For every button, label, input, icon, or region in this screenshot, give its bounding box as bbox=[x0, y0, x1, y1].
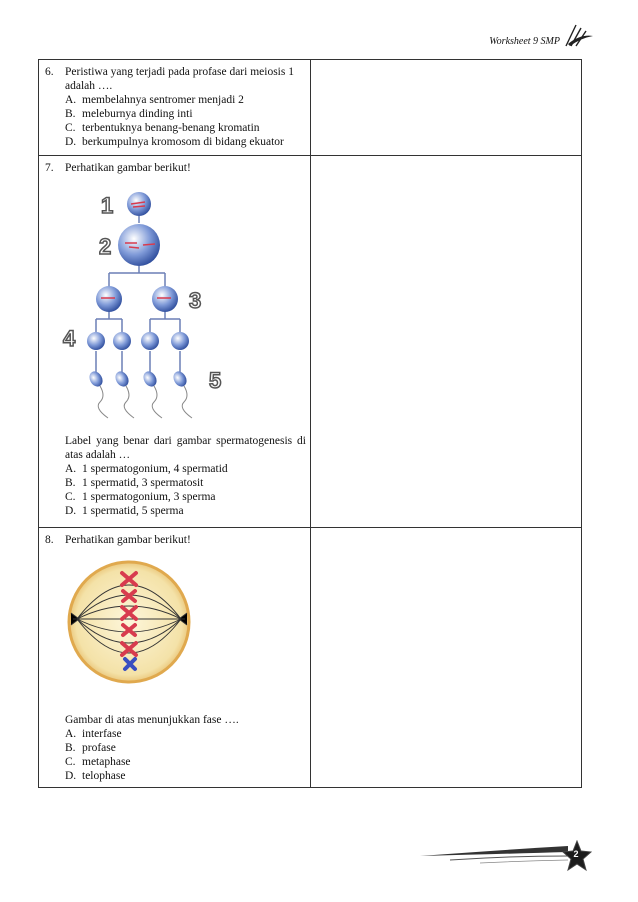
question-stem: Peristiwa yang terjadi pada profase dari meiosis 1 adalah …. bbox=[65, 66, 294, 92]
cell-stage-1 bbox=[127, 192, 151, 216]
option-d: D. berkumpulnya kromosom di bidang ekuator bbox=[65, 136, 284, 148]
answer-cell-7 bbox=[311, 156, 582, 528]
question-row-6 bbox=[39, 60, 582, 156]
answer-cell-6 bbox=[311, 60, 582, 156]
question-stem: Perhatikan gambar berikut! bbox=[65, 534, 191, 546]
mitosis-phase-figure bbox=[67, 559, 191, 685]
option-list bbox=[65, 727, 306, 783]
option-d: D. telophase bbox=[65, 770, 126, 782]
header-logo-icon bbox=[564, 22, 594, 48]
answer-cell-8 bbox=[311, 528, 582, 788]
option-list bbox=[65, 93, 306, 149]
spermatogenesis-figure bbox=[59, 183, 239, 421]
option-c: C. 1 spermatogonium, 3 sperma bbox=[65, 491, 216, 503]
option-b: B. meleburnya dinding inti bbox=[65, 108, 193, 120]
figure-label-3: 3 bbox=[189, 288, 202, 313]
cell-stage-2 bbox=[118, 224, 160, 266]
option-d: D. 1 spermatid, 5 sperma bbox=[65, 505, 184, 517]
question-cell-8 bbox=[39, 528, 311, 788]
page-number: 2 bbox=[573, 849, 579, 859]
figure-label-5: 5 bbox=[209, 368, 222, 393]
option-b: B. profase bbox=[65, 742, 116, 754]
question-stem: Perhatikan gambar berikut! bbox=[65, 162, 191, 174]
worksheet-table bbox=[38, 59, 582, 788]
option-a: A. 1 spermatogonium, 4 spermatid bbox=[65, 463, 228, 475]
question-number: 8. bbox=[45, 534, 54, 546]
question-row-8 bbox=[39, 528, 582, 788]
figure-label-4: 4 bbox=[63, 326, 76, 351]
question-text: Label yang benar dari gambar spermatogenesis di atas adalah … bbox=[65, 435, 306, 461]
question-cell-7 bbox=[39, 156, 311, 528]
option-a: A. interfase bbox=[65, 728, 122, 740]
option-b: B. 1 spermatid, 3 spermatosit bbox=[65, 477, 204, 489]
figure-label-1: 1 bbox=[101, 193, 114, 218]
figure-label-2: 2 bbox=[99, 234, 112, 259]
question-number: 7. bbox=[45, 162, 54, 174]
question-row-7 bbox=[39, 156, 582, 528]
option-c: C. terbentuknya benang-benang kromatin bbox=[65, 122, 260, 134]
cell-stage-4 bbox=[87, 332, 189, 350]
question-text: Gambar di atas menunjukkan fase …. bbox=[65, 714, 239, 726]
question-cell-6 bbox=[39, 60, 311, 156]
question-number: 6. bbox=[45, 66, 54, 78]
footer-swoosh-icon bbox=[420, 836, 570, 866]
cell-stage-5 bbox=[87, 369, 192, 418]
cell-stage-3 bbox=[96, 286, 178, 312]
option-a: A. membelahnya sentromer menjadi 2 bbox=[65, 94, 244, 106]
option-c: C. metaphase bbox=[65, 756, 131, 768]
option-list bbox=[65, 462, 306, 518]
header-title: Worksheet 9 SMP bbox=[489, 36, 560, 47]
